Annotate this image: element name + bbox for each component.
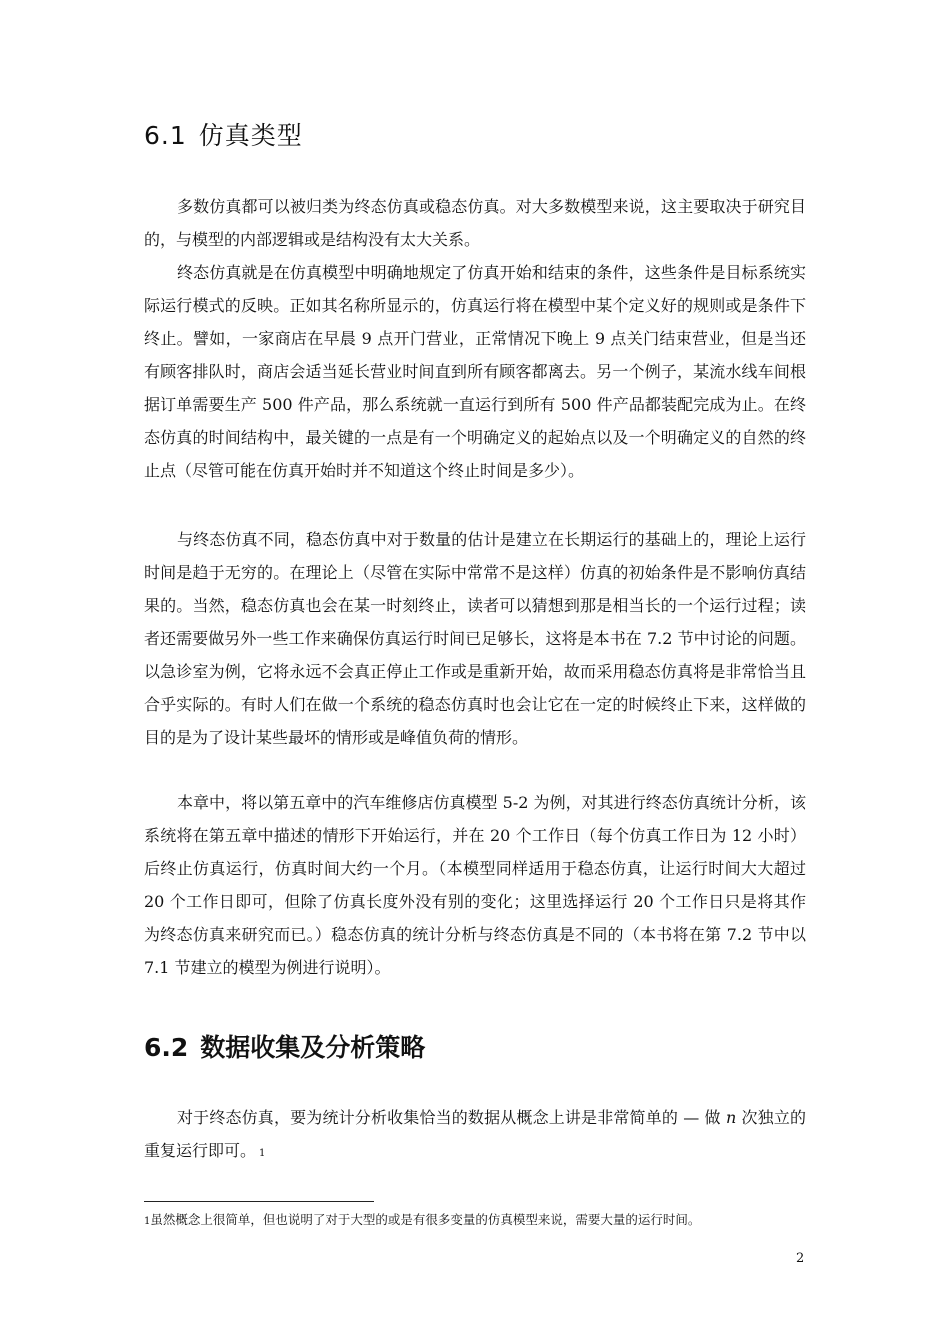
section-heading-6-1 (144, 116, 303, 152)
section-number: 6.1 (144, 121, 187, 150)
footnote-text: 虽然概念上很简单，但也说明了对于大型的或是有很多变量的仿真模型来说，需要大量的运行时间。 (150, 1212, 701, 1227)
footnote-divider (144, 1201, 374, 1202)
paragraph-5-text-a: 对于终态仿真，要为统计分析收集恰当的数据从概念上讲是非常简单的 — 做 (177, 1108, 726, 1127)
section-heading-6-2 (144, 1028, 425, 1064)
variable-n: n (725, 1108, 737, 1127)
footnote-number: 1 (144, 1216, 151, 1227)
footnote (144, 1211, 824, 1231)
page-number: 2 (796, 1251, 805, 1266)
section-title: 仿真类型 (198, 121, 303, 150)
paragraph-5-text-b: 次独立的重复运行即可。 (144, 1108, 806, 1160)
section-number: 6.2 (144, 1033, 189, 1062)
paragraph-3: 与终态仿真不同，稳态仿真中对于数量的估计是建立在长期运行的基础上的，理论上运行时间是趋于无穷的。在理论上（尽管在实际中常常不是这样）仿真的初始条件是不影响仿真结果的。当然，稳态仿真也会在某一时刻终止，读者可以猜想到那是相当长的一个运行过程；读者还需要做另外一些工作来确保仿真运行时间已足够长，这将是本书在 7.2 节中讨论的问题。以急诊室为例，它将永远不会真正停止工作或是重新开始，故而采用稳态仿真将是非常恰当且合乎实际的。有时人们在做一个系统的稳态仿真时也会让它在一定的时候终止下来，这样做的目的是为了设计某些最坏的情形或是峰值负荷的情形。 (144, 530, 806, 747)
footnote-reference[interactable]: 1 (259, 1148, 266, 1159)
section-title: 数据收集及分析策略 (200, 1033, 426, 1062)
paragraph-2: 终态仿真就是在仿真模型中明确地规定了仿真开始和结束的条件，这些条件是目标系统实际运行模式的反映。正如其名称所显示的，仿真运行将在模型中某个定义好的规则或是条件下终止。譬如，一家商店在早晨 9 点开门营业，正常情况下晚上 9 点关门结束营业，但是当还有顾客排队时，商店会适当延长营业时间直到所有顾客都离去。另一个例子，某流水线车间根据订单需要生产 500 件产品，那么系统就一直运行到所有 500 件产品都装配完成为止。在终态仿真的时间结构中，最关键的一点是有一个明确定义的起始点以及一个明确定义的自然的终止点（尽管可能在仿真开始时并不知道这个终止时间是多少）。 (144, 263, 806, 480)
paragraph-4: 本章中，将以第五章中的汽车维修店仿真模型 5-2 为例，对其进行终态仿真统计分析，该系统将在第五章中描述的情形下开始运行，并在 20 个工作日（每个仿真工作日为 12 小时）后终止仿真运行，仿真时间大约一个月。（本模型同样适用于稳态仿真，让运行时间大大超过 20 个工作日即可，但除了仿真长度外没有别的变化；这里选择运行 20 个工作日只是将其作为终态仿真来研究而已。）稳态仿真的统计分析与终态仿真是不同的（本书将在第 7.2 节中以 7.1 节建立的模型为例进行说明）。 (144, 793, 806, 977)
paragraph-1: 多数仿真都可以被归类为终态仿真或稳态仿真。对大多数模型来说，这主要取决于研究目的，与模型的内部逻辑或是结构没有太大关系。 (144, 197, 806, 249)
paragraph-5 (144, 1101, 806, 1170)
